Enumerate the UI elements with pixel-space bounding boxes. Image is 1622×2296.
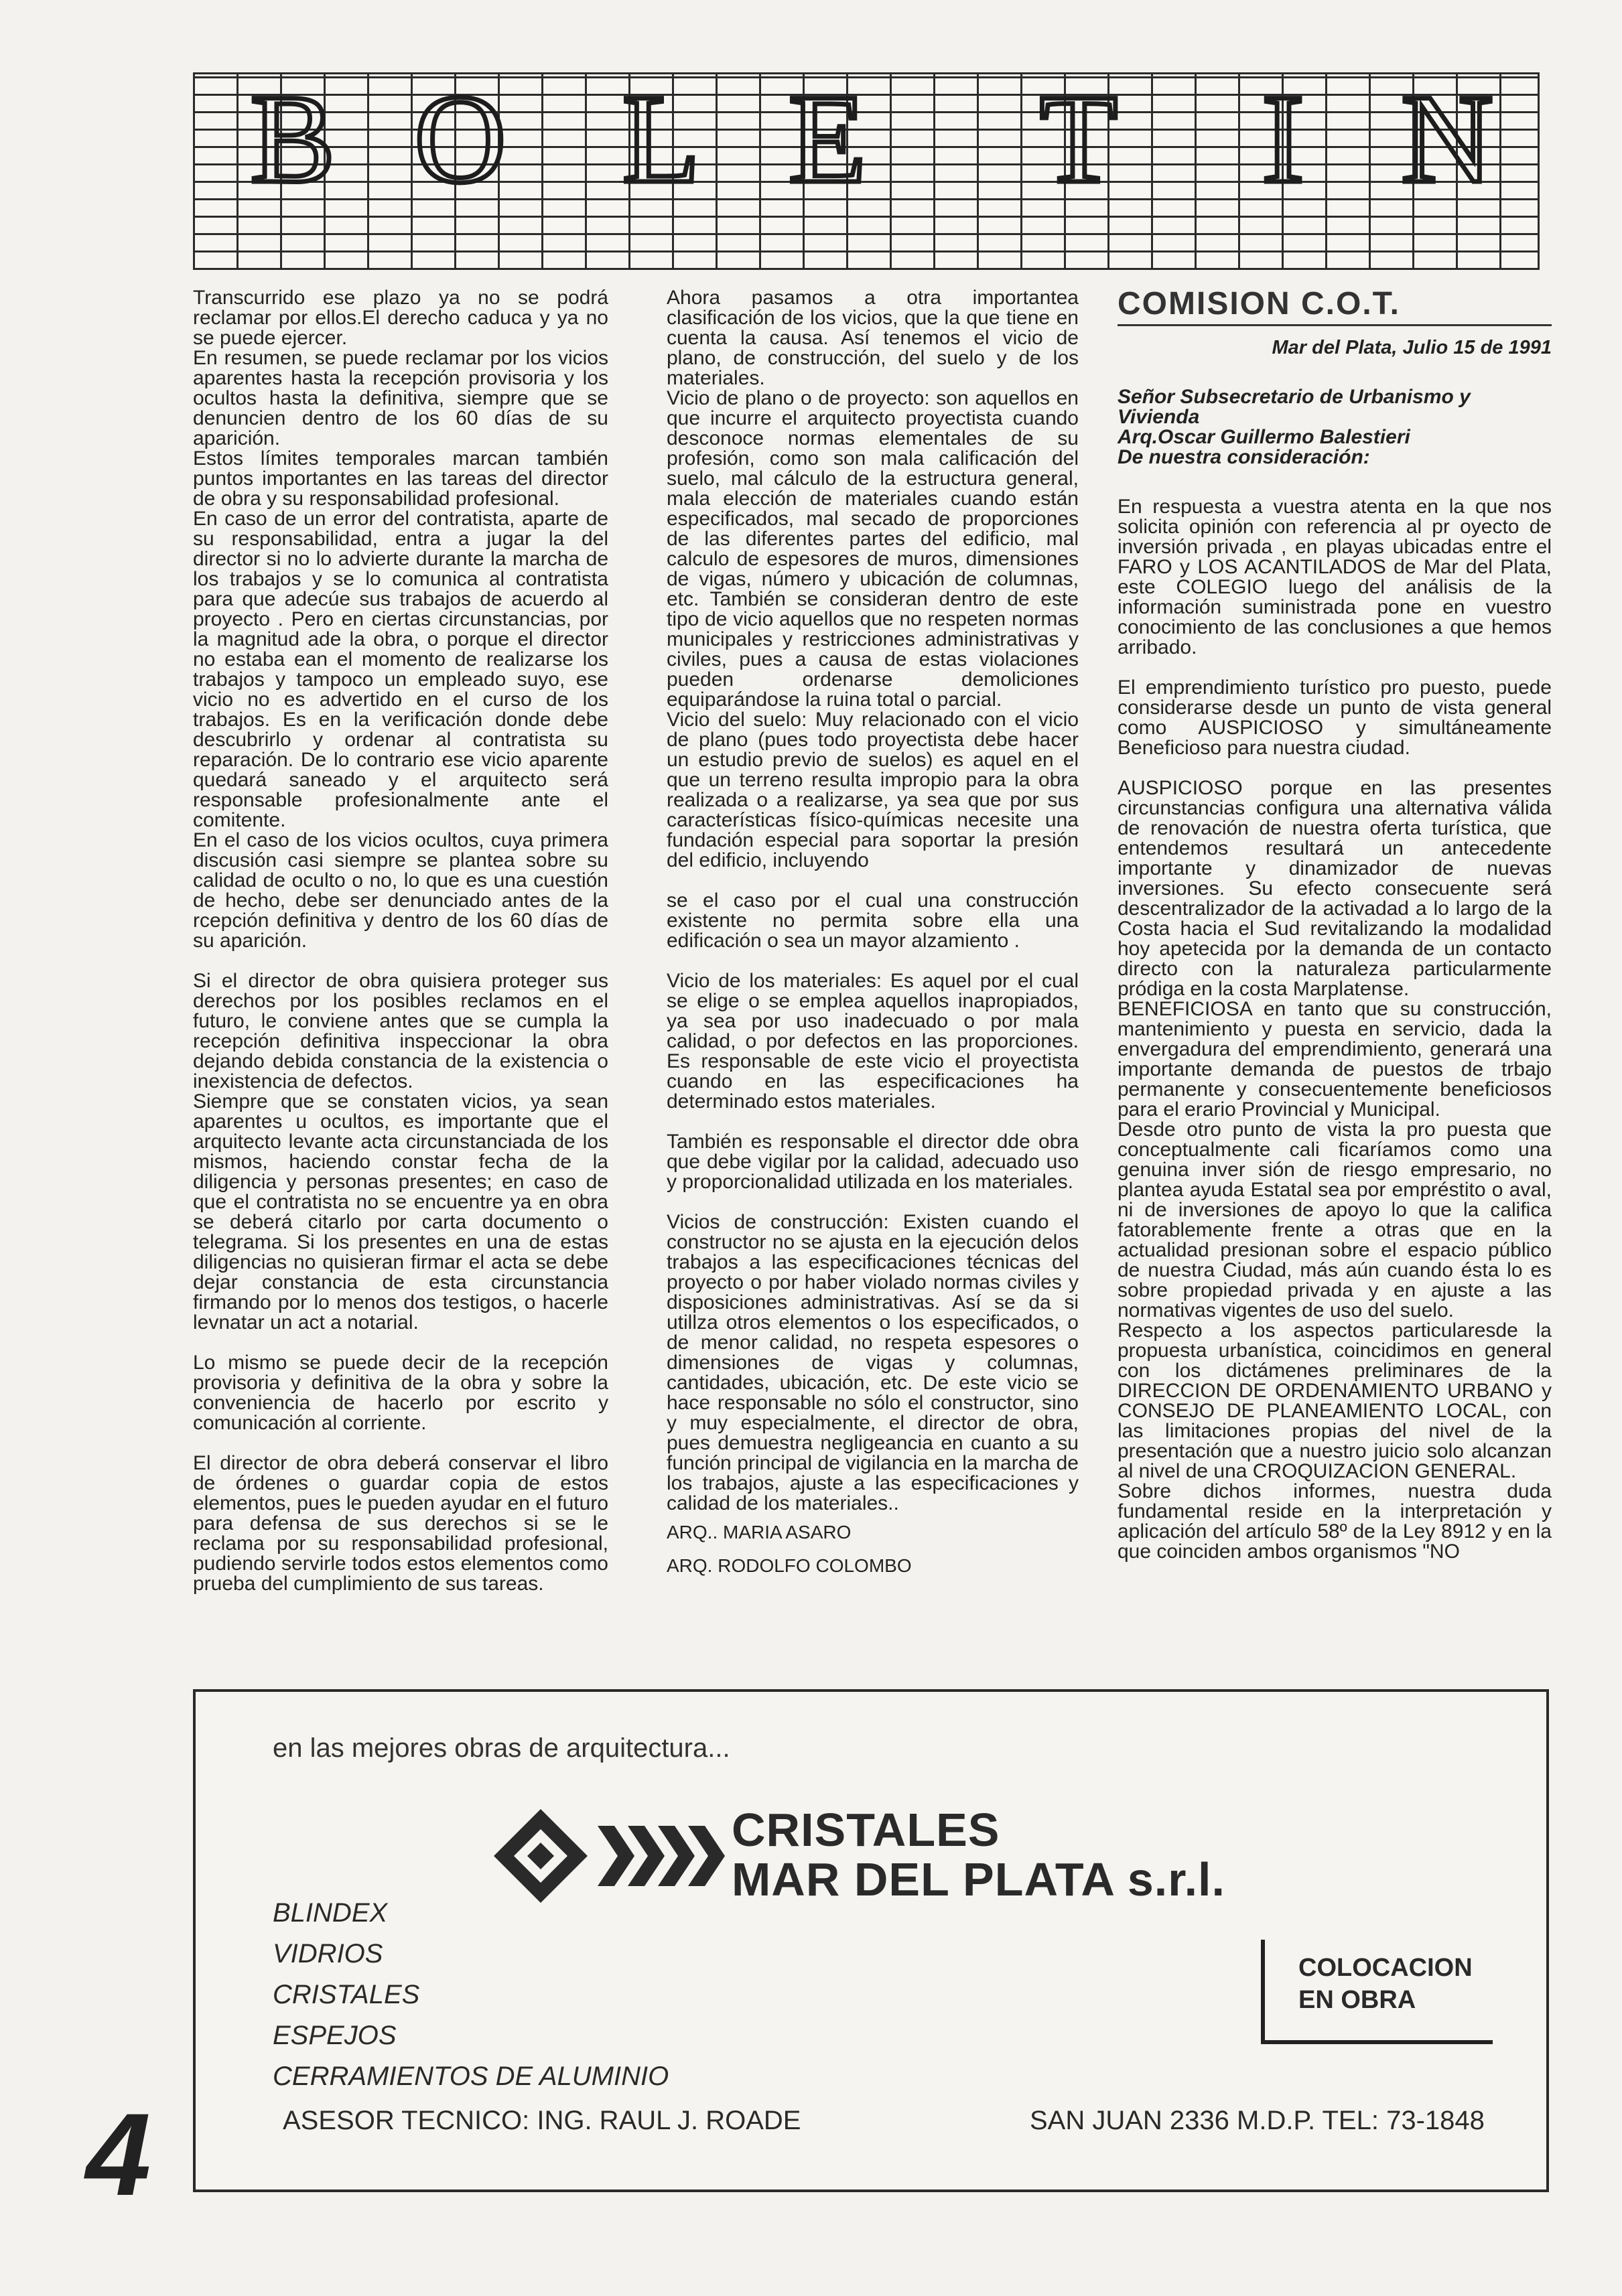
letter-addressee — [1118, 387, 1552, 468]
masthead-letter: O — [414, 69, 506, 210]
article-column-1 — [193, 288, 608, 1614]
addressee-line: Arq.Oscar Guillermo Balestieri — [1118, 426, 1410, 448]
paragraph: Transcurrido ese plazo ya no se podrá reclamar por ellos.El derecho caduca y ya no se puede ejercer. — [193, 287, 608, 349]
paragraph: Lo mismo se puede decir de la recepción provisoria y definitiva de la obra y sobre la conveniencia de hacerlo por escrito y comunicación al corriente. — [193, 1352, 608, 1434]
paragraph: Siempre que se constaten vicios, ya sean aparentes u ocultos, es importante que el arquitecto levante acta circunstanciada de los mismos, haciendo constar fecha de la diligencia y personas presentes; en caso de que el contratista no se encuentre ya en obra se deberá citarlo por carta documento o telegrama. Si los presentes en una de estas diligencias no quisieran firmar el acta se debe dejar constancia de esta circunstancia firmando por lo menos dos testigos, o hacerle levnatar un act a notarial. — [193, 1090, 608, 1334]
paragraph: En el caso de los vicios ocultos, cuya primera discusión casi siempre se plantea sobre su calidad de oculto o no, lo que es una cuestión de hecho, debe ser denunciado antes de la rcepción definitiva y dentro de los 60 días de su aparición. — [193, 829, 608, 952]
article-column-2 — [667, 288, 1079, 1590]
paragraph: BENEFICIOSA en tanto que su construcción, mantenimiento y puesta en servicio, dada la envergadura del emprendimiento, generará una importante demanda de puestos de trbajo permanente y consecuentemente beneficiosos para el erario Provincial y Municipal. — [1118, 998, 1552, 1121]
ad-address: SAN JUAN 2336 M.D.P. TEL: 73-1848 — [1030, 2106, 1485, 2135]
paragraph: En resumen, se puede reclamar por los vicios aparentes hasta la recepción provisoria y los ocultos hasta la definitiva, siempre que se denuncien dentro de los 60 días de su aparición. — [193, 347, 608, 449]
advertisement-cristales — [193, 1689, 1549, 2192]
product-item: BLINDEX — [273, 1898, 388, 1928]
paragraph: Vicio del suelo: Muy relacionado con el vicio de plano (pues todo proyectista debe hacer un estudio previo de suelos) es aquel en el que un terreno resulta impropio para la obra realizada o a realizarse, ya sea que por sus características físico-químicas necesite una fundación especial para soportar la presión del edificio, incluyendo — [667, 709, 1079, 871]
product-item: CERRAMIENTOS DE ALUMINIO — [273, 2062, 669, 2091]
product-item: VIDRIOS — [273, 1939, 383, 1968]
article-column-3 — [1118, 288, 1552, 1562]
masthead-letter: L — [622, 69, 701, 210]
colocacion-line: COLOCACION — [1298, 1954, 1473, 1982]
author-signature: ARQ. RODOLFO COLOMBO — [667, 1555, 912, 1576]
masthead-letter: T — [1039, 69, 1118, 210]
product-item: ESPEJOS — [273, 2021, 397, 2050]
company-logo-icon — [490, 1806, 732, 1906]
ad-advisor: ASESOR TECNICO: ING. RAUL J. ROADE — [283, 2106, 801, 2135]
paragraph: Desde otro punto de vista la pro puesta que conceptualmente cali ficaríamos como una genuina inver sión de riesgo empresario, no plantea ayuda Estatal sea por empréstito o aval, ni de inversiones de apoyo lo que la califica fatorablemente frente a otras que en la actualidad presionan sobre el espacio público de nuestra Ciudad, más aún cuando ésta lo es sobre propiedad privada y en ajuste a las normativas vigentes de uso del suelo. — [1118, 1119, 1552, 1321]
paragraph: se el caso por el cual una construcción existente no permita sobre ella una edificación o sea un mayor alzamiento . — [667, 889, 1079, 952]
paragraph: En respuesta a vuestra atenta en la que nos solicita opinión con referencia al pr oyecto de inversión privada , en playas ubicadas entre el FARO y LOS ACANTILADOS de Mar del Plata, este COLEGIO luego del análisis de la información suministrada pone en vuestro conocimiento de las conclusiones a que hemos arribado. — [1118, 496, 1552, 658]
page-number: 4 — [86, 2090, 151, 2220]
paragraph: El director de obra deberá conservar el libro de órdenes o guardar copia de estos elementos, pues le pueden ayudar en el futuro para defensa de sus derechos si se le reclama por su responsabilidad profesional, pudiendo servirle todos estos elementos como prueba del cumplimiento de sus tareas. — [193, 1452, 608, 1595]
colocacion-line: EN OBRA — [1298, 1986, 1416, 2014]
author-signature: ARQ.. MARIA ASARO — [667, 1522, 852, 1542]
paragraph: Vicios de construcción: Existen cuando el constructor no se ajusta en la ejecución delos trabajos a las especificaciones técnicas del proyecto o por haber violado normas civiles y disposiciones administrativas. Así se da si utillza otros elementos o los especificados, o de menor calidad, no respeta espesores o dimensiones de vigas y columnas, cantidades, ubicación, etc. De este vicio se hace responsable no sólo el constructor, sino y muy especialmente, el director de obra, pues demuestra negligeancia en cuanto a su función principal de vigilancia en la marcha de los trabajos, ajuste a las especificaciones y calidad de los materiales.. — [667, 1211, 1079, 1514]
paragraph: Ahora pasamos a otra importantea clasificación de los vicios, que la que tiene en cuenta la causa. Así tenemos el vicio de plano, de construcción, del suelo y de los materiales. — [667, 287, 1079, 389]
company-name — [732, 1806, 1225, 1904]
masthead-letter: I — [1262, 69, 1304, 210]
ad-tagline: en las mejores obras de arquitectura... — [273, 1733, 730, 1763]
paragraph: Si el director de obra quisiera proteger sus derechos por los posibles reclamos en el futuro, le conviene antes que se cumpla la recepción definitiva inspeccionar la obra dejando debida constancia de la existencia o inexistencia de defectos. — [193, 970, 608, 1092]
company-name-line: CRISTALES — [732, 1804, 1000, 1856]
paragraph: El emprendimiento turístico pro puesto, puede considerarse desde un punto de vista general como AUSPICIOSO y simultáneamente Beneficioso para nuestra ciudad. — [1118, 676, 1552, 759]
paragraph: Vicio de plano o de proyecto: son aquellos en que incurre el arquitecto proyectista cuando desconoce normas elementales de su profesión, como son mala calificación del suelo, mal cálculo de la estructura general, mala elección de materiales cuando están especificados, mal secado de proporciones de las diferentes partes del edificio, mal calculo de espesores de muros, dimensiones de vigas, número y ubicación de columnas, etc. También se consideran dentro de este tipo de vicio aquellos que no respeten normas municipales y restricciones administrativas y civiles, pues a causa de estas violaciones pueden ordenarse demoliciones equiparándose la ruina total o parcial. — [667, 387, 1079, 711]
addressee-line: Señor Subsecretario de Urbanismo y Vivienda — [1118, 386, 1471, 428]
product-item: CRISTALES — [273, 1980, 420, 2009]
paragraph: En caso de un error del contratista, aparte de su responsabilidad, entra a jugar la del director si no lo advierte durante la marcha de los trabajos y se lo comunica al contratista para que adecúe sus trabajos de acuerdo al proyecto . Pero en ciertas circunstancias, por la magnitud ade la obra, o porque el director no estaba ean el momento de realizarse los trabajos y tampoco un empleado suyo, ese vicio no es advertido en el curso de los trabajos. Es en la verificación donde debe descubrirlo y ordenar al contratista su reparación. De lo contrario ese vicio aparente quedará saneado y el arquitecto será responsable profesionalmente ante el comitente. — [193, 508, 608, 831]
colocacion-box — [1261, 1940, 1493, 2044]
masthead-letter: B — [250, 69, 336, 210]
addressee-line: De nuestra consideración: — [1118, 446, 1370, 468]
paragraph: Estos límites temporales marcan también puntos importantes en las tareas del director de obra y su responsabilidad profesional. — [193, 447, 608, 510]
paragraph: Vicio de los materiales: Es aquel por el cual se elige o se emplea aquellos inapropiados, ya sea por uso inadecuado o por mala calidad, o por defectos en las proporciones. Es responsable de este vicio el proyectista cuando en las especificaciones ha determinado estos materiales. — [667, 970, 1079, 1113]
paragraph: Sobre dichos informes, nuestra duda fundamental reside en la interpretación y aplicación del artículo 58º de la Ley 8912 y en la que coinciden ambos organismos "NO — [1118, 1480, 1552, 1563]
masthead-letter: N — [1401, 69, 1493, 210]
company-name-line: MAR DEL PLATA s.r.l. — [732, 1853, 1225, 1906]
product-list — [273, 1893, 669, 2097]
paragraph: AUSPICIOSO porque en las presentes circunstancias configura una alternativa válida de renovación de nuestra oferta turística, que entendemos resultará un antecedente importante y dinamizador de nuevas inversiones. Su efecto consecuente será descentralizador de la activadad a lo largo de la Costa hacia el Sud revitalizando la modalidad hoy apetecida por la demanda de un contacto directo con la naturaleza particularmente pródiga en la costa Marplatense. — [1118, 777, 1552, 1000]
section-heading: COMISION C.O.T. — [1118, 288, 1552, 326]
letter-dateline: Mar del Plata, Julio 15 de 1991 — [1272, 337, 1552, 358]
masthead-letter: E — [788, 69, 867, 210]
paragraph: Respecto a los aspectos particularesde la propuesta urbanística, coincidimos en general con los dictámenes preliminares de la DIRECCION DE ORDENAMIENTO URBANO y CONSEJO DE PLANEAMIENTO LOCAL, con las limitaciones propias del nivel de la presentación que a nuestro juicio solo alcanzan al nivel de una CROQUIZACION GENERAL. — [1118, 1319, 1552, 1482]
paragraph: También es responsable el director dde obra que debe vigilar por la calidad, adecuado uso y proporcionalidad utilizada en los materiales. — [667, 1131, 1079, 1193]
